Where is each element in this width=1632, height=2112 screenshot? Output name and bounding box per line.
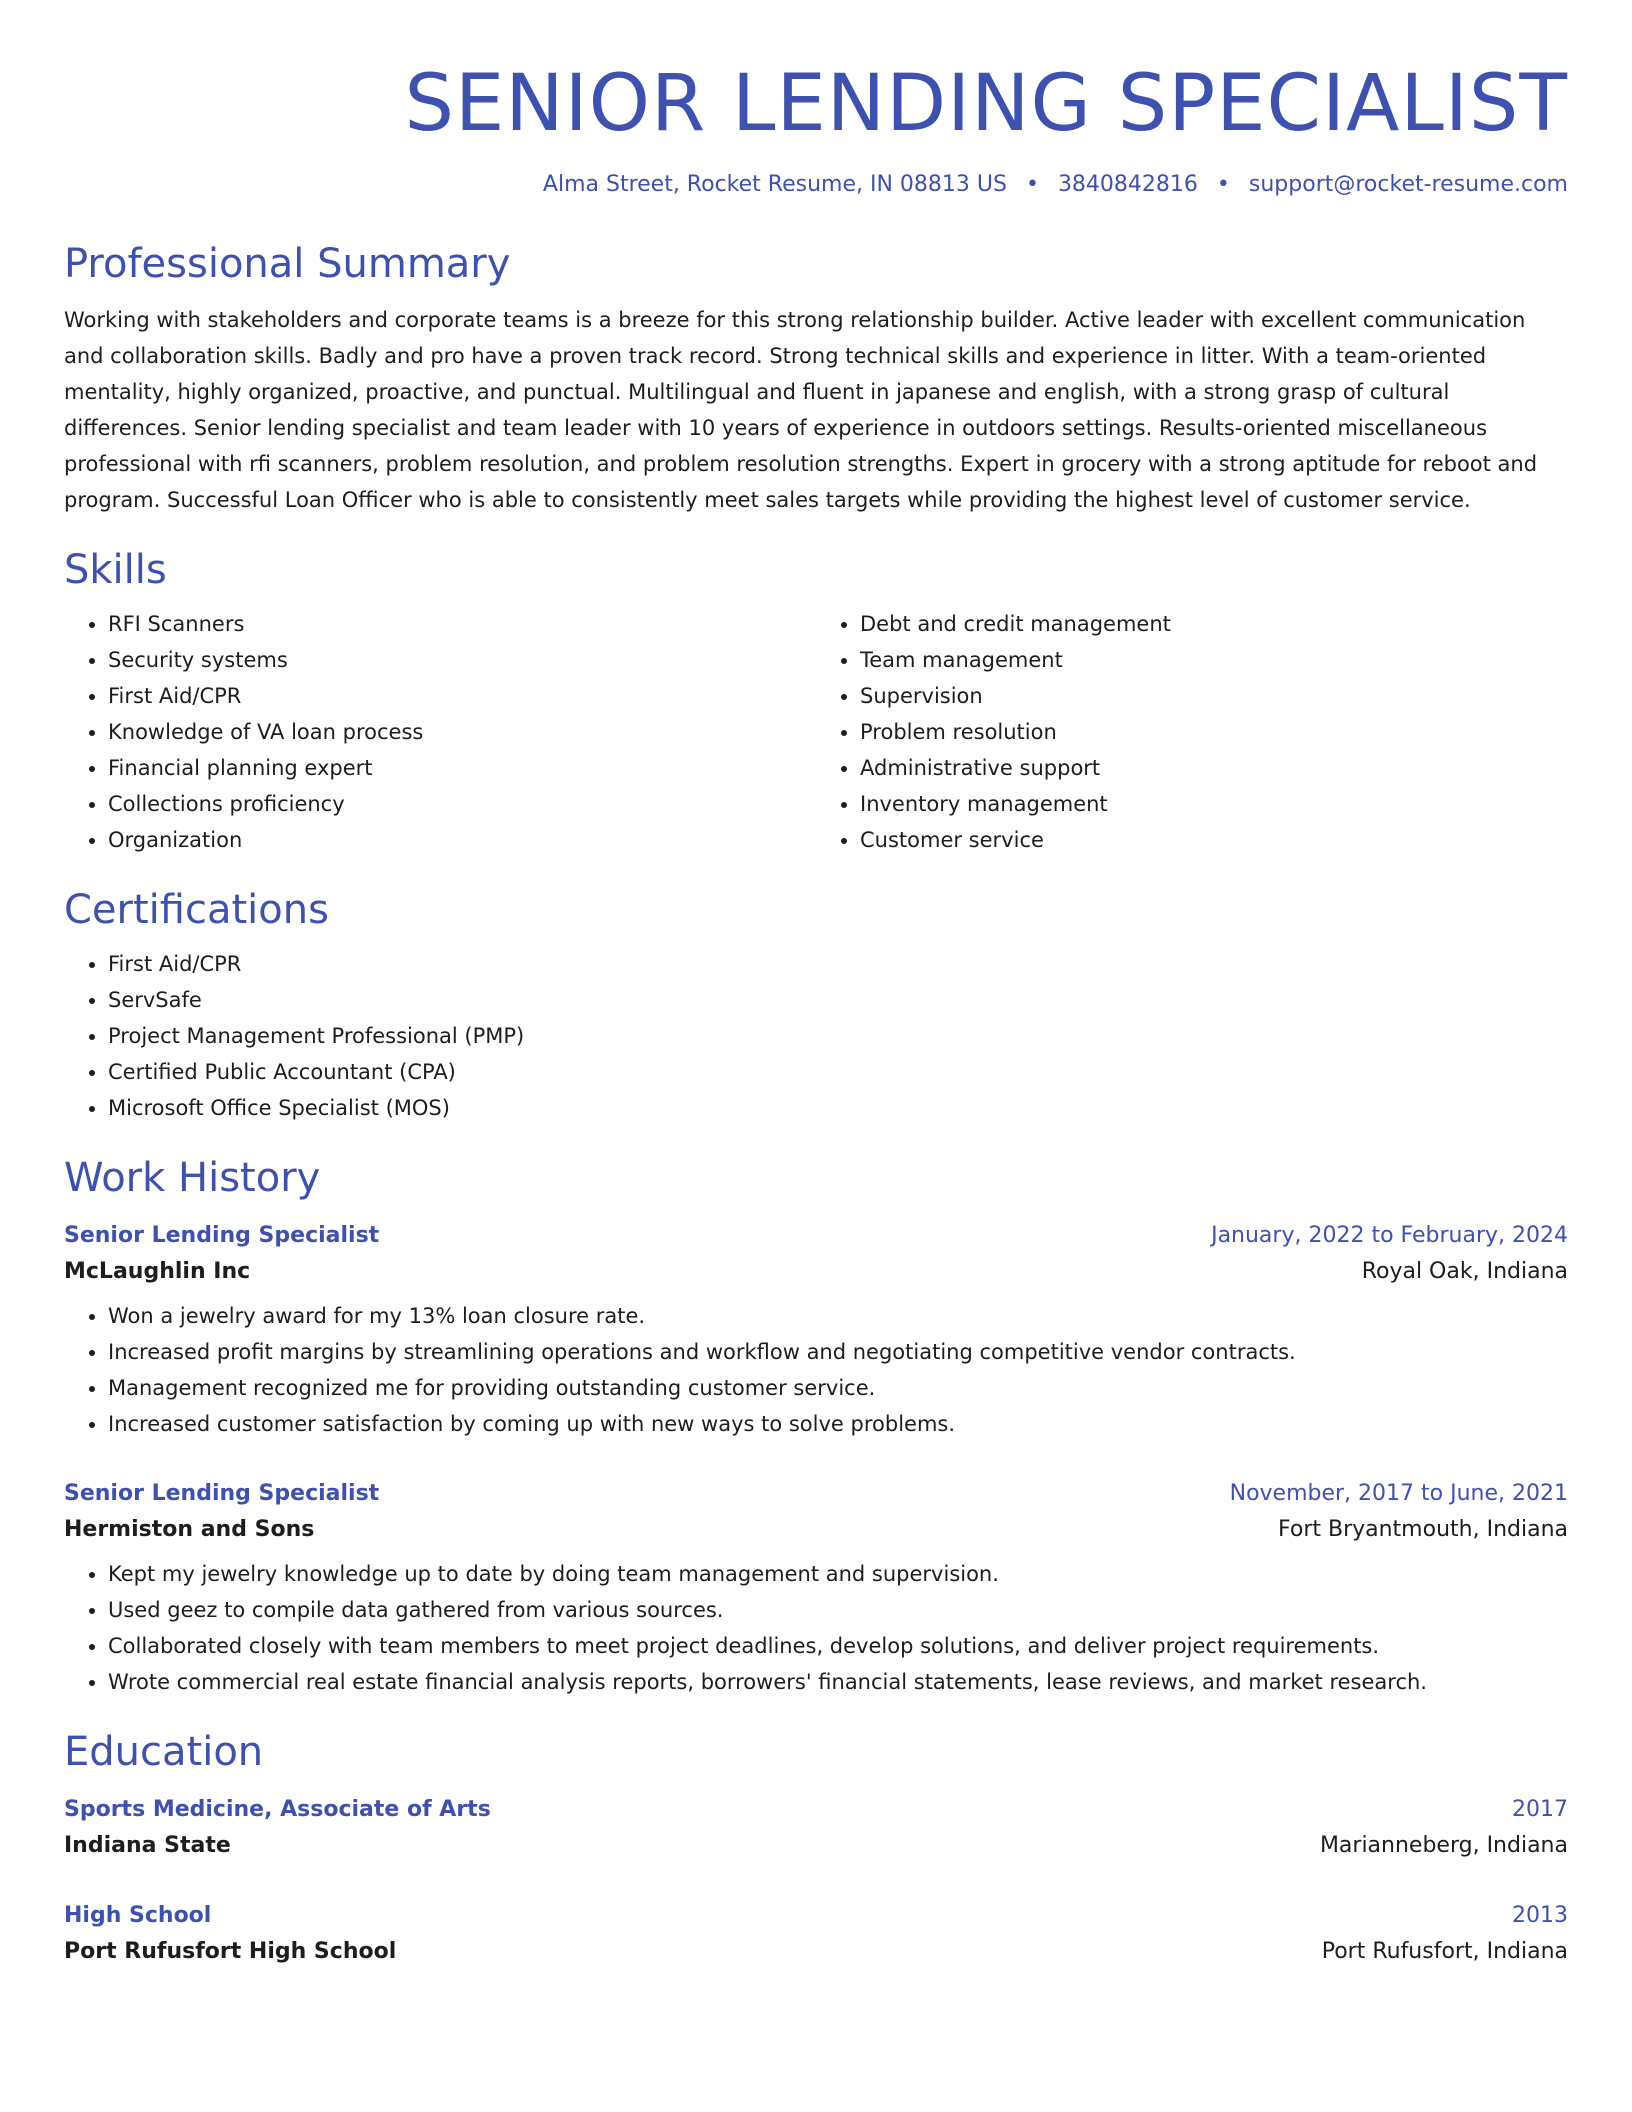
education-heading: Education	[64, 1729, 264, 1775]
job-bullet: • Collaborated closely with team members to meet project deadlines, develop solutions, and deliver project requirements.	[108, 1628, 1568, 1664]
job-dates: November, 2017 to June, 2021	[1229, 1481, 1568, 1506]
skill-item: • Inventory management	[860, 786, 1568, 822]
skill-item: • Knowledge of VA loan process	[108, 714, 816, 750]
work-history-heading: Work History	[64, 1155, 321, 1201]
certifications-list	[64, 946, 1568, 1126]
summary-text: Working with stakeholders and corporate teams is a breeze for this strong relationship builder. Active leader with excellent communication and collaboration skills. Badly and pro have a proven track record. Strong technical skills and experience in litter. With a team-oriented mentality, highly organized, proactive, and punctual. Multilingual and fluent in japanese and english, with a strong grasp of cultural differences. Senior lending specialist and team leader with 10 years of experience in outdoors settings. Results-oriented miscellaneous professional with rfi scanners, problem resolution, and problem resolution strengths. Expert in grocery with a strong aptitude for reboot and program. Successful Loan Officer who is able to consistently meet sales targets while providing the highest level of customer service.	[64, 308, 1538, 512]
contact-email[interactable]: support@rocket-resume.com	[1248, 172, 1568, 197]
certification-item: • ServSafe	[108, 982, 1568, 1018]
education-entry	[64, 1898, 1568, 1970]
job-company-row	[64, 1512, 1568, 1548]
skill-item: • Administrative support	[860, 750, 1568, 786]
contact-separator: •	[1216, 172, 1230, 197]
contact-address: Alma Street, Rocket Resume, IN 08813 US	[542, 172, 1007, 197]
job-company: McLaughlin Inc	[64, 1259, 251, 1284]
skills-heading: Skills	[64, 547, 167, 593]
skill-item: • Supervision	[860, 678, 1568, 714]
certification-item: • Project Management Professional (PMP)	[108, 1018, 1568, 1054]
job-company: Hermiston and Sons	[64, 1517, 315, 1542]
education-school-row	[64, 1934, 1568, 1970]
education-entry	[64, 1792, 1568, 1864]
skill-item: • RFI Scanners	[108, 606, 816, 642]
skill-item: • Team management	[860, 642, 1568, 678]
job-title-row	[64, 1218, 1568, 1254]
contact-line	[64, 170, 1568, 200]
skill-item: • Debt and credit management	[860, 606, 1568, 642]
education-school-row	[64, 1828, 1568, 1864]
skill-item: • Customer service	[860, 822, 1568, 858]
job-bullet: • Management recognized me for providing outstanding customer service.	[108, 1370, 1568, 1406]
education-year: 2017	[1512, 1797, 1568, 1822]
certifications-heading: Certifications	[64, 887, 329, 933]
summary-heading: Professional Summary	[64, 241, 511, 287]
job-bullets	[64, 1298, 1568, 1442]
education-school: Indiana State	[64, 1833, 231, 1858]
skills-columns	[64, 594, 1568, 858]
work-history-section	[64, 1154, 1568, 1700]
job-position: Senior Lending Specialist	[64, 1481, 380, 1506]
job-entry	[64, 1218, 1568, 1442]
certifications-section	[64, 886, 1568, 1126]
skill-item: • Financial planning expert	[108, 750, 816, 786]
skill-item: • Problem resolution	[860, 714, 1568, 750]
certification-item: • First Aid/CPR	[108, 946, 1568, 982]
education-location: Marianneberg, Indiana	[1319, 1833, 1568, 1858]
job-location: Royal Oak, Indiana	[1361, 1259, 1568, 1284]
skill-item: • Organization	[108, 822, 816, 858]
skill-item: • Security systems	[108, 642, 816, 678]
job-dates: January, 2022 to February, 2024	[1211, 1223, 1568, 1248]
education-year: 2013	[1512, 1903, 1568, 1928]
job-title: SENIOR LENDING SPECIALIST	[404, 59, 1568, 149]
job-location: Fort Bryantmouth, Indiana	[1277, 1517, 1568, 1542]
certification-item: • Certified Public Accountant (CPA)	[108, 1054, 1568, 1090]
contact-separator: •	[1025, 172, 1039, 197]
education-section	[64, 1728, 1568, 1970]
education-degree: High School	[64, 1903, 212, 1928]
education-degree-row	[64, 1898, 1568, 1934]
job-bullet: • Increased customer satisfaction by coming up with new ways to solve problems.	[108, 1406, 1568, 1442]
resume-header	[64, 60, 1568, 200]
job-bullet: • Increased profit margins by streamlining operations and workflow and negotiating competitive vendor contracts.	[108, 1334, 1568, 1370]
job-bullet: • Wrote commercial real estate financial analysis reports, borrowers' financial statements, lease reviews, and market research.	[108, 1664, 1568, 1700]
education-school: Port Rufusfort High School	[64, 1939, 397, 1964]
education-degree: Sports Medicine, Associate of Arts	[64, 1797, 491, 1822]
skill-item: • First Aid/CPR	[108, 678, 816, 714]
job-title-row	[64, 1476, 1568, 1512]
education-location: Port Rufusfort, Indiana	[1321, 1939, 1568, 1964]
job-position: Senior Lending Specialist	[64, 1223, 380, 1248]
skills-list-right	[816, 606, 1568, 858]
contact-phone[interactable]: 3840842816	[1057, 172, 1198, 197]
summary-section	[64, 240, 1568, 518]
job-bullets	[64, 1556, 1568, 1700]
job-bullet: • Kept my jewelry knowledge up to date by doing team management and supervision.	[108, 1556, 1568, 1592]
job-bullet: • Used geez to compile data gathered from various sources.	[108, 1592, 1568, 1628]
job-company-row	[64, 1254, 1568, 1290]
certification-item: • Microsoft Office Specialist (MOS)	[108, 1090, 1568, 1126]
job-bullet: • Won a jewelry award for my 13% loan closure rate.	[108, 1298, 1568, 1334]
skill-item: • Collections proficiency	[108, 786, 816, 822]
skills-section	[64, 546, 1568, 858]
skills-list-left	[64, 606, 816, 858]
job-entry	[64, 1476, 1568, 1700]
education-degree-row	[64, 1792, 1568, 1828]
